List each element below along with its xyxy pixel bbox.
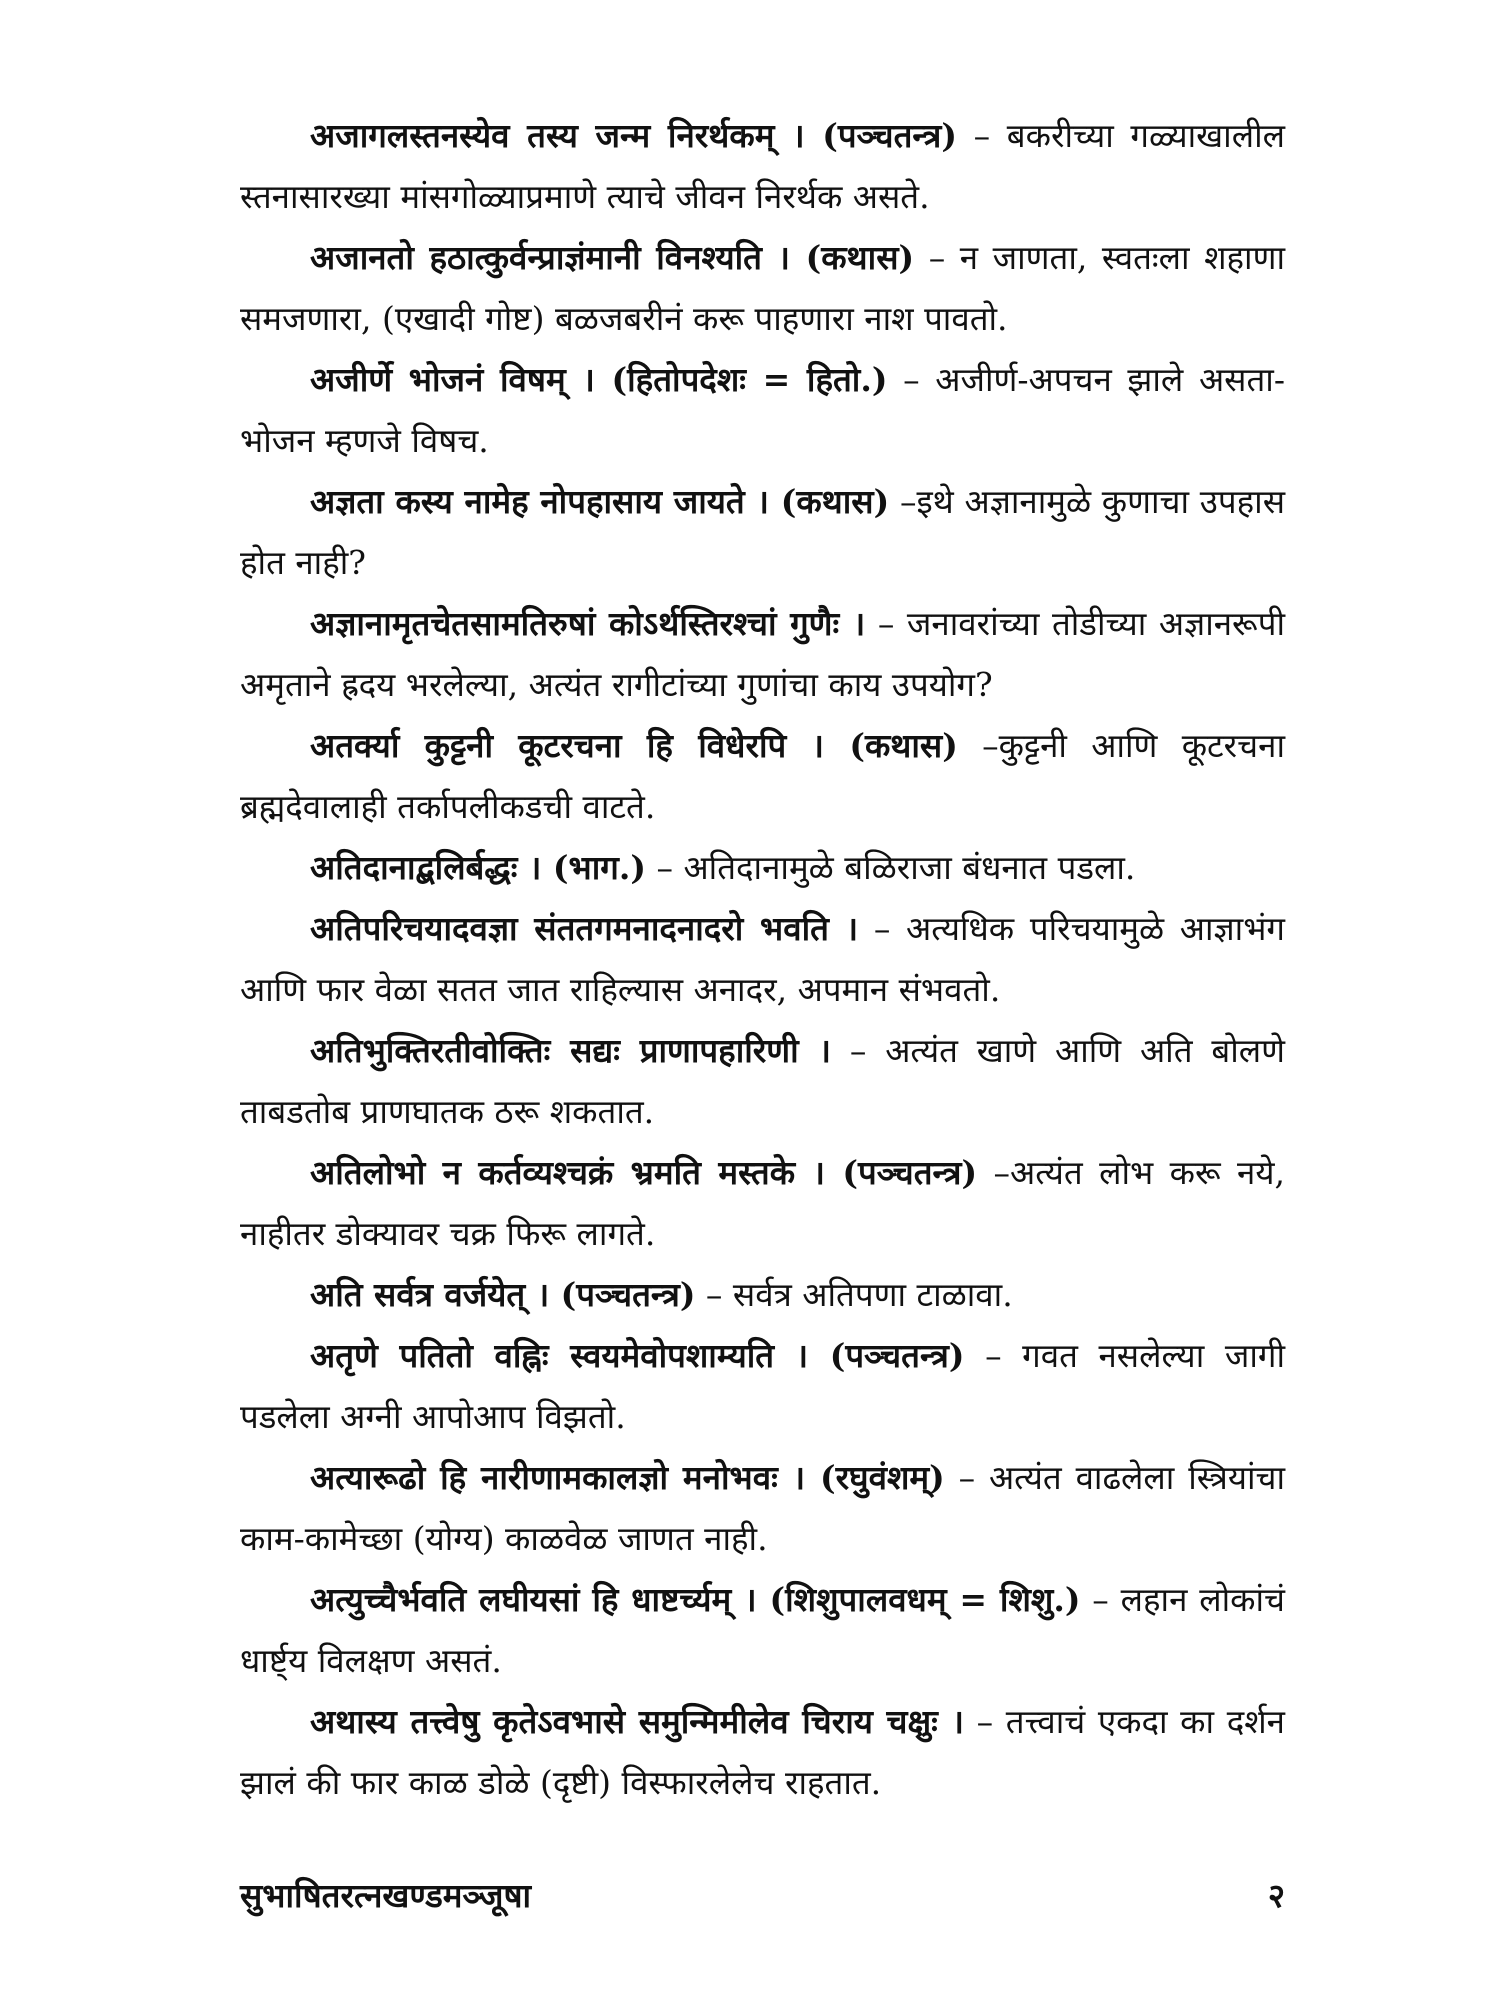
marathi-meaning: – न जाणता, स्वतःला शहाणा समजणारा, (एखादी गोष्ट) बळजबरीनं करू पाहणारा नाश पावतो. bbox=[240, 238, 1285, 338]
entry bbox=[240, 1569, 1285, 1691]
sanskrit-proverb: अथास्य तत्त्वेषु कृतेऽवभासे समुन्मिमीलेव चिराय चक्षुः । bbox=[310, 1702, 964, 1741]
sanskrit-proverb: अतिभुक्तिरतीवोक्तिः सद्यः प्राणापहारिणी । bbox=[310, 1031, 832, 1070]
sanskrit-proverb: अजीर्णे भोजनं विषम् । (हितोपदेशः = हितो.) bbox=[310, 360, 888, 399]
entry bbox=[240, 837, 1285, 898]
sanskrit-proverb: अज्ञता कस्य नामेह नोपहासाय जायते । (कथास) bbox=[310, 482, 890, 521]
marathi-meaning: – अत्यंत वाढलेला स्त्रियांचा काम-कामेच्छा (योग्य) काळवेळ जाणत नाही. bbox=[240, 1458, 1286, 1558]
marathi-meaning: – अतिदानामुळे बळिराजा बंधनात पडला. bbox=[645, 848, 1136, 887]
entry bbox=[240, 593, 1285, 715]
entry bbox=[240, 471, 1285, 593]
marathi-meaning: – अत्यंत खाणे आणि अति बोलणे ताबडतोब प्राणघातक ठरू शकतात. bbox=[240, 1031, 1285, 1131]
marathi-meaning: – सर्वत्र अतिपणा टाळावा. bbox=[695, 1275, 1013, 1314]
sanskrit-proverb: अतर्क्या कुट्टनी कूटरचना हि विधेरपि । (कथास) bbox=[310, 726, 958, 765]
marathi-meaning: –अत्यंत लोभ करू नये, नाहीतर डोक्यावर चक्र फिरू लागते. bbox=[240, 1153, 1285, 1253]
sanskrit-proverb: अजागलस्तनस्येव तस्य जन्म निरर्थकम् । (पञ्चतन्त्र) bbox=[310, 116, 957, 155]
page-number: २ bbox=[1267, 1876, 1285, 1915]
sanskrit-proverb: अतृणे पतितो वह्निः स्वयमेवोपशाम्यति । (पञ्चतन्त्र) bbox=[310, 1336, 965, 1375]
sanskrit-proverb: अत्युच्चैर्भवति लघीयसां हि धाष्टर्च्यम् । (शिशुपालवधम् = शिशु.) bbox=[310, 1580, 1081, 1619]
sanskrit-proverb: अतिपरिचयादवज्ञा संततगमनादनादरो भवति । bbox=[310, 909, 859, 948]
book-title: सुभाषितरत्नखण्डमञ्जूषा bbox=[240, 1876, 532, 1915]
entry bbox=[240, 1325, 1285, 1447]
sanskrit-proverb: अत्यारूढो हि नारीणामकालज्ञो मनोभवः । (रघुवंशम्) bbox=[310, 1458, 945, 1497]
marathi-meaning: –कुट्टनी आणि कूटरचना ब्रह्मदेवालाही तर्कापलीकडची वाटते. bbox=[240, 726, 1285, 826]
entry bbox=[240, 715, 1285, 837]
marathi-meaning: –इथे अज्ञानामुळे कुणाचा उपहास होत नाही? bbox=[240, 482, 1285, 582]
page-footer bbox=[240, 1872, 1285, 1922]
marathi-meaning: – अजीर्ण-अपचन झाले असता-भोजन म्हणजे विषच. bbox=[240, 360, 1285, 460]
marathi-meaning: – अत्यधिक परिचयामुळे आज्ञाभंग आणि फार वेळा सतत जात राहिल्यास अनादर, अपमान संभवतो. bbox=[240, 909, 1285, 1009]
sanskrit-proverb: अतिलोभो न कर्तव्यश्चक्रं भ्रमति मस्तके । (पञ्चतन्त्र) bbox=[310, 1153, 978, 1192]
entry bbox=[240, 105, 1285, 227]
entry bbox=[240, 349, 1285, 471]
entry bbox=[240, 1264, 1285, 1325]
entry bbox=[240, 227, 1285, 349]
marathi-meaning: – जनावरांच्या तोडीच्या अज्ञानरूपी अमृताने ह्रदय भरलेल्या, अत्यंत रागीटांच्या गुणांचा काय उपयोग? bbox=[240, 604, 1285, 704]
entry bbox=[240, 898, 1285, 1020]
marathi-meaning: – तत्त्वाचं एकदा का दर्शन झालं की फार काळ डोळे (दृष्टी) विस्फारलेलेच राहतात. bbox=[240, 1702, 1285, 1802]
sanskrit-proverb: अजानतो हठात्कुर्वन्प्राज्ञंमानी विनश्यति । (कथास) bbox=[310, 238, 915, 277]
marathi-meaning: – गवत नसलेल्या जागी पडलेला अग्नी आपोआप विझतो. bbox=[240, 1336, 1285, 1436]
sanskrit-proverb: अज्ञानामृतचेतसामतिरुषां कोऽर्थस्तिरश्चां गुणैः । bbox=[310, 604, 866, 643]
entries-list bbox=[240, 105, 1285, 1813]
entry bbox=[240, 1020, 1285, 1142]
entry bbox=[240, 1142, 1285, 1264]
entry bbox=[240, 1447, 1285, 1569]
marathi-meaning: – लहान लोकांचं धार्ष्ट्य विलक्षण असतं. bbox=[240, 1580, 1285, 1680]
entry bbox=[240, 1691, 1285, 1813]
marathi-meaning: – बकरीच्या गळ्याखालील स्तनासारख्या मांसगोळ्याप्रमाणे त्याचे जीवन निरर्थक असते. bbox=[240, 116, 1285, 216]
sanskrit-proverb: अति सर्वत्र वर्जयेत् । (पञ्चतन्त्र) bbox=[310, 1275, 696, 1314]
sanskrit-proverb: अतिदानाद्बलिर्बद्धः । (भाग.) bbox=[310, 848, 646, 887]
